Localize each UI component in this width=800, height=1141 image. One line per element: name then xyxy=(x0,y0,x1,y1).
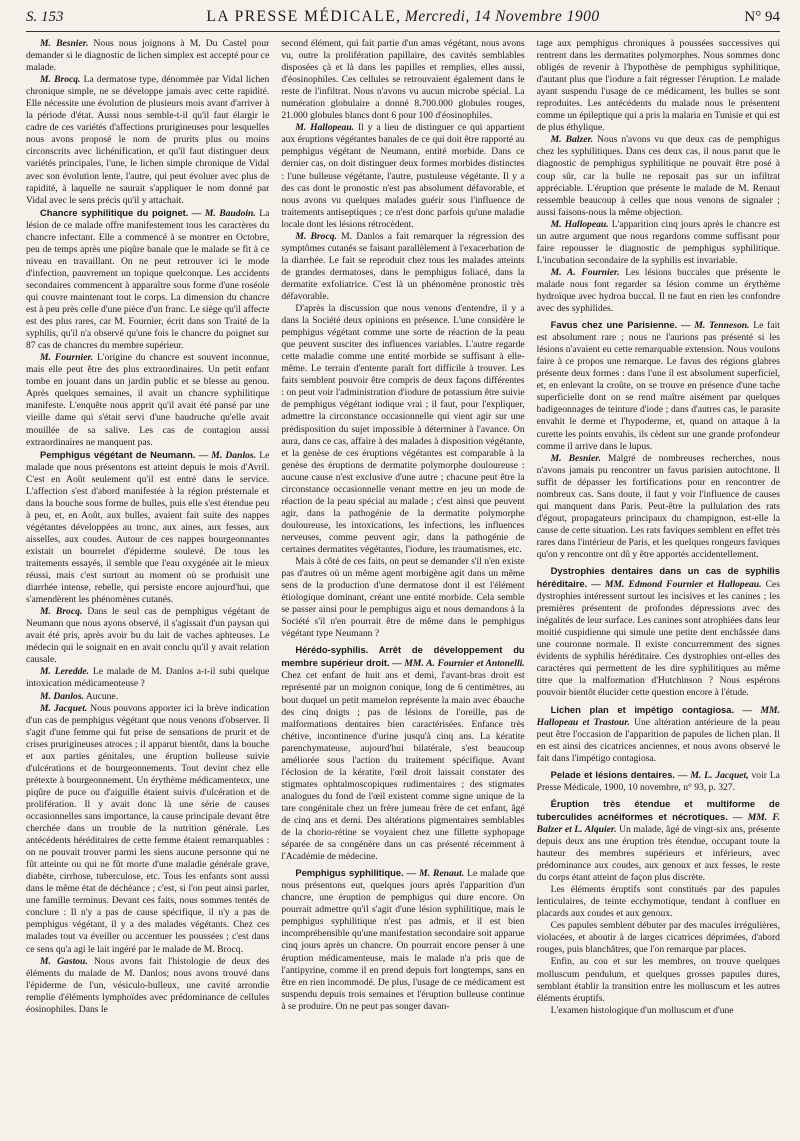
section-heading: Lichen plan et impétigo contagiosa. — MM. Hallopeau et Trastour. Une altération antérieure de la peau peut être l'occasion de l'apparition de papules de lichen plan. Il en est ainsi des cicatrices anciennes, et nous avons observé le fait dans l'impétigo contagiosa. xyxy=(536,703,780,764)
paragraph: M. A. Fournier. Les lésions buccales que présente le malade nous font regarder sa lésion comme un érythème hydroïque avec hydroa buccal. Il ne faut en rien les confondre avec des syphilides. xyxy=(536,266,780,315)
paragraph: M. Gastou. Nous avons fait l'histologie de deux des éléments du malade de M. Danlos; nous avons trouvé dans l'épiderme de l'un, vésiculo-bulleux, une cavité arrondie remplie d'éléments lymphoïdes avec prédominance de cellules éosinophiles. Dans le xyxy=(26,955,270,1015)
paragraph: M. Besnier. Malgré de nombreuses recherches, nous n'avons jamais pu rencontrer un favus parisien autochtone. Il suffit de dépasser les fortifications pour en rencontrer de nombreux cas. Sans doute, il faut y voir l'influence de causes qui manquent dans Paris. Peut-être la pullulation des rats d'égout, propagateurs principaux du champignon, est-elle la cause de cette situation. Les rats faviques semblent en effet très rares dans l'intérieur de Paris, et les quelques rongeurs faviques qu'on y rencontre ont dû y être apportés accidentellement. xyxy=(536,452,780,560)
section-heading: Dystrophies dentaires dans un cas de syphilis héréditaire. — MM. Edmond Fournier et Hallopeau. Ces dystrophies intéressent surtout les incisives et les canines ; les premières présentent de profondes dépressions avec des inégalités de leur surface. Les canines sont atrophiées dans leur moitié cuspidienne qui simule une petite dent enchâssée dans une couronne normale. Il existe concurremment des signes évidents de syphilis héréditaire. Ces dystrophies ont-elles des caractères qui permettent de les dire syphilitiques au même titre que la malformation d'Hutchinson ? Nous espérons pouvoir bientôt élucider cette question encore à l'étude. xyxy=(536,565,780,699)
section-heading: Favus chez une Parisienne. — M. Tenneson. Le fait est absolument rare ; nous ne l'aurions pas présenté si les lésions n'avaient eu cette remarquable extension. Nous voulons faire à ce propos une remarque. Le favus des régions glabres présente deux formes : dans l'une il est absolument superficiel, et, en enlevant la croûte, on se trouve en présence d'une tache superficielle dont on se rend maître aisément par quelques badigeonnages de teinture d'iode ; dans d'autres cas, le parasite envahit le derme et l'hypoderme, et, quand on attaque à la curette les points envahis, ils cèdent sur une grande profondeur comme il arrive dans le lupus. xyxy=(536,319,780,452)
paragraph: M. Brocq. La dermatose type, dénommée par Vidal lichen chronique simple, ne se développe jamais avec cette rapidité. Elle nécessite une évolution de plusieurs mois avant d'arriver à la période d'état. Aussi nous semble-t-il qu'il faut élargir le cadre de ces variétés d'affections prurigineuses pour lesquelles nous avons proposé le nom de prurits plus ou moins circonscrits avec lichénification, et qu'il faut distinguer deux variétés principales, l'une, le lichen simple chronique de Vidal avec son évolution lente, l'autre, qui peut évoluer avec plus de rapidité, à laquelle ne saurait s'appliquer le nom donné par Vidal avec le sens précis qu'il y attachait. xyxy=(26,74,270,206)
paragraph: M. Brocq. Dans le seul cas de pemphigus végétant de Neumann que nous ayons observé, il s'agissait d'un paysan qui avait été pris, après avoir bu du lait de vaches aphteuses. Le médecin qui le soignait en en avait conclu qu'il y avait relation causale. xyxy=(26,606,270,666)
section-heading: Pelade et lésions dentaires. — M. L. Jacquet, voir La Presse Médicale, 1900, 10 novembre, n° 93, p. 327. xyxy=(536,768,780,793)
section-heading: Hérédo-syphilis. Arrêt de développement du membre supérieur droit. — MM. A. Fournier et Antonelli. Chez cet enfant de huit ans et demi, l'avant-bras droit est représenté par un moignon conique, long de 6 centimètres, au bout duquel un petit mamelon représente la main avec ébauche des cinq doigts ; pas de lésions de l'oreille, pas de malformations dentaires bien caractérisées. Enfance très chétive, incontinence d'urine jusqu'à cinq ans. La kératite parenchymateuse, aujourd'hui bilatérale, s'est beaucoup améliorée sous l'action du traitement spécifique. Avant l'éclosion de la kératite, l'œil droit laissait constater des stigmates ophtalmoscopiques rudimentaires ; des stigmates analogues du fond de l'œil existent comme signe unique de la tare congénitale chez un frère jumeau frère de cet enfant, âgé de cinq ans et demi. Des altérations pigmentaires semblables de la chorio-rétine se voyaient chez une fillette syphopage séparée de sa congénère dans un cas présenté récemment à l'Académie de médecine. xyxy=(281,644,525,863)
section-heading: Chancre syphilitique du poignet. — M. Baudoin. La lésion de ce malade offre manifestement tous les caractères du chancre infectant. Elle a commencé à se montrer en Octobre, peu de temps après une piqûre banale que le malade se fit à ce niveau en travaillant. On ne peut retrouver ici le mode d'infection, pauvrement un topique quelconque. Les accidents secondaires commencent à apparaître sous forme d'une roséole qui couvre maintenant tout le corps. La dimension du chancre est à peu près celle d'une pièce d'un franc. Le siège qu'il affecte est des plus rares, car M. Fournier, écrit dans son Traité de la syphilis, qu'il n'a observé qu'une fois le chancre du poignet sur 87 cas de chancres du membre supérieur. xyxy=(26,206,270,352)
paragraph: Les éléments éruptifs sont constitués par des papules lenticulaires, de teinte ecchymotique, tendant à confluer en placards aux coudes et aux genoux. xyxy=(536,884,780,920)
journal-title: LA PRESSE MÉDICALE, Mercredi, 14 Novembre 1900 xyxy=(206,8,600,25)
paragraph: M. Balzer. Nous n'avons vu que deux cas de pemphigus chez les syphilitiques. Dans ces deux cas, il nous parut que le diagnostic de pemphigus syphilitique ne pouvait être posé à coup sûr, car la bulle ne reposait pas sur un infiltrat appréciable. L'éruption que présente le malade de M. Renaut ressemble beaucoup à celles que nous venons de signaler ; aussi faisons-nous la même objection. xyxy=(536,134,780,218)
paragraph: tage aux pemphigus chroniques à poussées successives qui rentrent dans les dermatites polymorphes. Nous sommes donc obligés de revenir à l'hypothèse de pemphigus syphilitique, d'autant plus que l'iodure a fait régresser l'éruption. Le malade ayant suspendu l'usage de ce médicament, les bulles se sont reproduites. Les antécédents du malade nous le présentent comme un épileptique qui a pris la malaria en Tunisie et qui est de plus éthylique. xyxy=(536,38,780,134)
paragraph: D'après la discussion que nous venons d'entendre, il y a dans la Société deux opinions en présence. L'une considère le pemphigus végétant comme une sorte de réaction de la peau que peuvent susciter des influences variables. L'autre regarde cette maladie comme une entité morbide se suffisant à elle-même. Le terrain d'entente paraît fort difficile à trouver. Les faits semblent pouvoir être compris de deux façons différentes : on peut voir l'administration d'iodure de potassium être suivie de pemphigus végétant iodique vrai ; il faut, pour l'expliquer, admettre la circonstance occasionnelle qui vient agir sur une prédisposition du sujet impossible à déterminer à l'avance. On aura, dans ce cas, affaire à des malades à disposition végétante, et la genèse de ces éruptions végétantes est comparable à la genèse des éruptions de dermatite polymorphe douloureuse : aucune cause n'est exclusive d'une autre ; chacune peut être la circonstance occasionnelle venant mettre en jeu un mode de réaction de la peau spécial au malade ; c'est ainsi que peuvent agir, dans la pathogénie de la dermatite polymorphe douloureuse, les intoxications, les infections, les influences nerveuses, comme peuvent agir, dans la pathogénie de certaines dermatites végétantes, l'iodure, les traumatismes, etc. xyxy=(281,303,525,555)
section-heading: Pemphigus végétant de Neumann. — M. Danlos. Le malade que nous présentons est atteint depuis le mois d'Avril. C'est en Août seulement qu'il est entré dans le service. L'affection s'est d'abord manifestée à la région présternale et dans la bouche sous forme de bulles, puis elle s'est étendue peu à peu, et, en Août, aux bulles, avaient fait suite des nappes végétantes développées au tronc, aux aines, aux fesses, aux aisselles, aux coudes. Autour de ces nappes bourgeonnantes existait un bourrelet d'épiderme soulevé. De tous les traitements essayés, il semble que l'eau oxygénée ait le mieux réussi, mais c'est surtout au moment où se produisit une diarrhée intense, rebelle, qui persiste encore aujourd'hui, que s'amendèrent les phénomènes cutanés. xyxy=(26,448,270,606)
paragraph: M. Jacquet. Nous pouvons apporter ici la brève indication d'un cas de pemphigus végétant que nous venons d'observer. Il s'agit d'une femme qui fut prise de sensations de prurit et de crises prurigineuses atroces ; il apparut bientôt, dans la bouche et aux parties génitales, une éruption bulleuse suivie d'ulcérations et de bourgeonnements. Tout devint chez elle prétexte à bourgeonnement. Un érythème médicamenteux, une piqûre de puce ou d'aiguille étaient suivis d'ulcération et de prolifération. Il y avait donc là une série de causes occasionnelles sans importance, la cause principale devant être cherchée dans un trouble de la nutrition générale. Les antécédents héréditaires de cette femme étaient remarquables : on ne pouvait trouver parmi les siens aucune personne qui ne fût atteinte ou qui ne fût morte d'une maladie générale grave, diabète, cirrhose, tuberculose, etc. Tous les enfants sont aussi dans le même état de déchéance ; c'est, si l'on peut ainsi parler, une famille terminus. Devant ces faits, nous sommes tentés de conclure : Il n'y a pas de cause spécifique, il n'y a pas de pemphigus végétant, il y a des malades végétants. Chez ces malades tout va éveiller ou accentuer les poussées ; c'est dans ce sens qu'a agi le lait ingéré par le malade de M. Brocq. xyxy=(26,702,270,955)
paragraph: L'examen histologique d'un molluscum et d'une xyxy=(550,1004,734,1016)
column-2 xyxy=(281,38,524,1136)
paragraph: Enfin, au cou et sur les membres, on trouve quelques molluscum pendulum, et quelques grosses papules dures, semblant établir la transition entre les molluscum et les autres éléments éruptifs. xyxy=(536,956,780,1004)
paragraph: Ces papules semblent débuter par des macules irrégulières, violacées, et aboutir à de larges cicatrices déprimées, d'abord rouges, puis blanchâtres, que l'on remarque par places. xyxy=(536,920,780,956)
columns xyxy=(26,38,780,1136)
paragraph: Mais à côté de ces faits, on peut se demander s'il n'en existe pas d'autres où un même agent morbigène agit dans un même sens de la production d'une dermatose dont il est l'élément étiologique dominant, créant une entité morbide. Cela semble se passer ainsi pour le pemphigus aigu et nous demandons à la Société s'il n'en pourrait être de même dans le pemphigus végétant type Neumann ? xyxy=(281,556,525,640)
paragraph: M. Besnier. Nous nous joignons à M. Du Castel pour demander si le diagnostic de lichen simplex est accepté pour ce malade. xyxy=(26,38,270,74)
page-header xyxy=(26,8,780,32)
paragraph: M. Fournier. L'origine du chancre est souvent inconnue, mais elle peut être des plus extraordinaires. Un petit enfant tombe en jouant dans un jardin public et se blesse au genou. Après quelques semaines, il avait un chancre syphilitique manifeste. L'enquête nous apprit qu'il avait été pansé par une vieille dame qui s'était servi d'une baudruche qu'elle avait mouillée de sa salive. Les cas de contagion aussi extraordinaires ne manquent pas. xyxy=(26,352,270,448)
paragraph: M. Hallopeau. L'apparition cinq jours après le chancre est un autre argument que nous regardons comme suffisant pour faire repousser le diagnostic de pemphigus syphilitique. L'incubation secondaire de la syphilis est invariable. xyxy=(536,218,780,266)
page-number: S. 153 xyxy=(26,9,64,25)
issue-number: N° 94 xyxy=(744,9,780,25)
section-heading: Pemphigus syphilitique. — M. Renaut. Le malade que nous présentons eut, quelques jours après l'apparition d'un chancre, une éruption de pemphigus qui dure encore. On pourrait admettre qu'il s'agit d'une lésion syphilitique, mais le pemphigus syphilitique n'est pas admis, et il est bien incompréhensible qu'une manifestation secondaire soit apparue cinq jours après un chancre. On pourrait encore penser à une éruption médicamenteuse, mais le malade n'a pris que de l'antipyrine, comme il en prend depuis fort longtemps, sans en être en rien incommodé. De plus, l'usage de ce médicament est suspendu depuis trois semaines et l'éruption bulleuse continue à se produire. On ne peut pas songer davan- xyxy=(281,867,525,1012)
section-heading: Éruption très étendue et multiforme de tuberculides acnéiformes et nécrotiques. — MM. F. Balzer et L. Alquier. Un malade, âgé de vingt-six ans, présente depuis deux ans une éruption très étendue, occupant toute la hauteur des membres supérieurs et inférieurs, avec prédominance aux coudes, aux genoux et aux fesses, le reste du corps étant atteint de façon plus discrète. xyxy=(536,797,780,884)
paragraph: second élément, qui fait partie d'un amas végétant, nous avons vu, outre la prolifération papillaire, des cavités semblables disposées çà et là dans les papilles et remplies, elles aussi, d'éosinophiles. Ces cellules se retrouvaient également dans le reste de l'infiltrat. Nous n'avons vu aucun microbe spécial. La numération globulaire a donné 8.700.000 globules rouges, 21.000 globules blancs dont 6 pour 100 d'éosinophiles. xyxy=(281,38,525,122)
column-1 xyxy=(26,38,269,1136)
paragraph: M. Hallopeau. Il y a lieu de distinguer ce qui appartient aux éruptions végétantes banales de ce qui doit être rapporté au pemphigus végétant de Neumann, entité morbide. Dans ce dernier cas, on doit distinguer deux formes morbides distinctes : l'une bulleuse végétante, l'autre, pustuleuse végétante. Il y a des cas dont le pronostic n'est pas absolument défavorable, et nous avons vu quelques malades guérir sous l'influence de traitements antiseptiques ; ce n'est donc parfois qu'une maladie locale dont les lésions rétrocèdent. xyxy=(281,122,525,230)
column-3 xyxy=(537,38,780,1136)
paragraph: M. Leredde. Le malade de M. Danlos a-t-il subi quelque intoxication médicamenteuse ? xyxy=(26,666,270,690)
paragraph: M. Danlos. Aucune. xyxy=(40,690,119,702)
paragraph: M. Brocq. M. Danlos a fait remarquer la régression des symptômes cutanés se faisant parallèlement à l'exacerbation de la diarrhée. Le fait se reproduit chez tous les malades atteints de grandes dermatoses, dans le pemphigus foliacé, dans la dermatite exfoliatrice. C'est là un phénomène pronostic très défavorable. xyxy=(281,230,525,302)
